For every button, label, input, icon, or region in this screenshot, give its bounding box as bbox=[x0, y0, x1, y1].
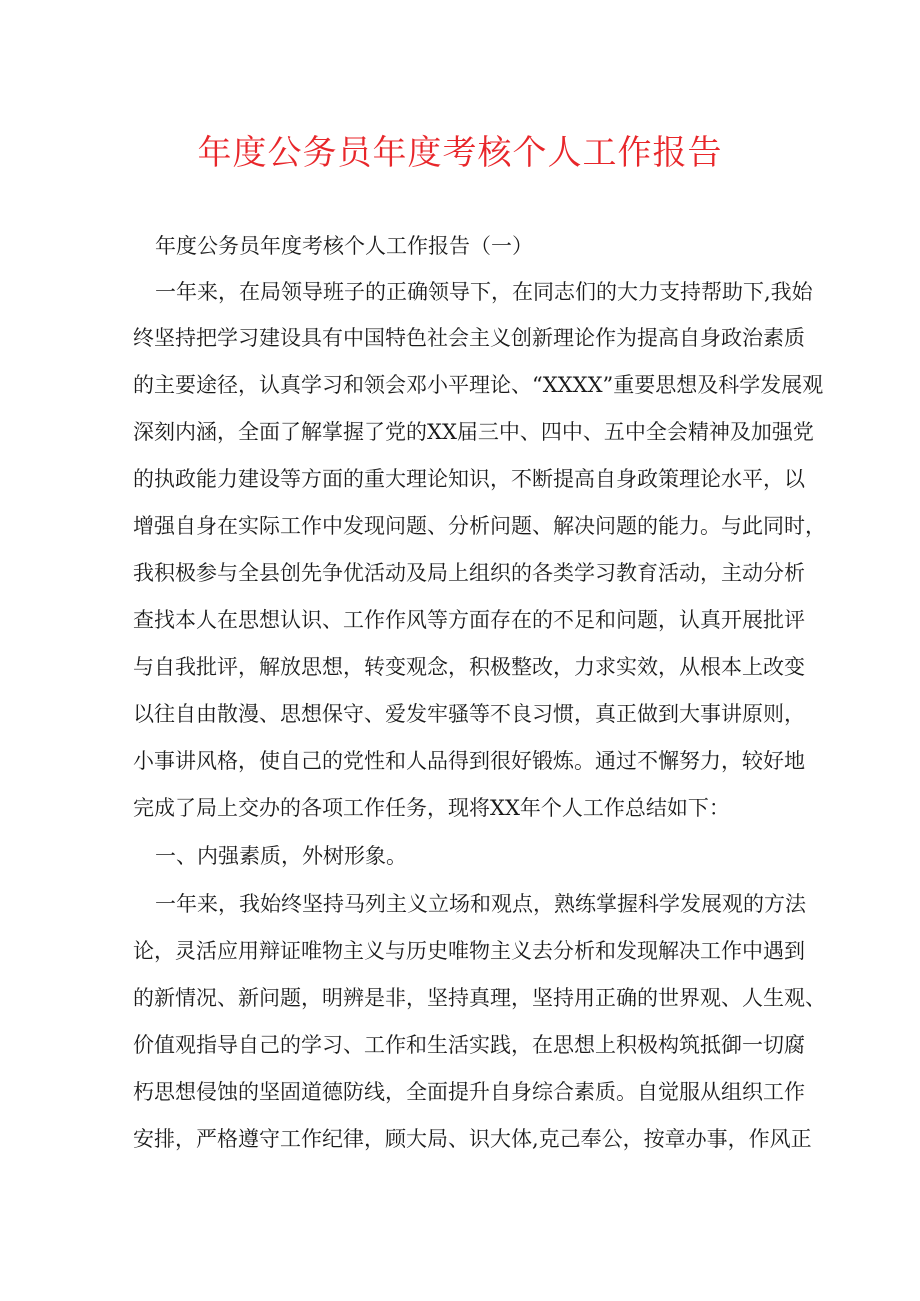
paragraph-line: 安排，严格遵守工作纪律，顾大局、识大体,克己奉公，按章办事，作风正 bbox=[133, 1127, 812, 1151]
paragraph-line: 价值观指导自己的学习、工作和生活实践，在思想上积极构筑抵御一切腐 bbox=[133, 1033, 805, 1057]
paragraph-line: 深刻内涵，全面了解掌握了党的XX届三中、四中、五中全会精神及加强党 bbox=[133, 420, 814, 444]
paragraph-line: 以往自由散漫、思想保守、爱发牢骚等不良习惯，真正做到大事讲原则， bbox=[133, 702, 805, 726]
paragraph-line: 的新情况、新问题，明辨是非，坚持真理，坚持用正确的世界观、人生观、 bbox=[133, 986, 826, 1010]
paragraph-line: 一年来，我始终坚持马列主义立场和观点，熟练掌握科学发展观的方法 bbox=[155, 892, 806, 916]
section-heading-1: 年度公务员年度考核个人工作报告（一） bbox=[155, 234, 533, 258]
paragraph-line: 的执政能力建设等方面的重大理论知识，不断提高自身政策理论水平，以 bbox=[133, 467, 805, 491]
paragraph-line: 小事讲风格，使自己的党性和人品得到很好锻炼。通过不懈努力，较好地 bbox=[133, 749, 805, 773]
paragraph-line: 增强自身在实际工作中发现问题、分析问题、解决问题的能力。与此同时， bbox=[133, 514, 826, 538]
paragraph-line: 一年来，在局领导班子的正确领导下，在同志们的大力支持帮助下,我始 bbox=[155, 280, 813, 304]
paragraph-line: 终坚持把学习建设具有中国特色社会主义创新理论作为提高自身政治素质 bbox=[133, 326, 805, 350]
paragraph-line: 与自我批评，解放思想，转变观念，积极整改，力求实效，从根本上改变 bbox=[133, 655, 805, 679]
paragraph-line: 的主要途径，认真学习和领会邓小平理论、“XXXX”重要思想及科学发展观 bbox=[133, 373, 824, 397]
paragraph-line: 完成了局上交办的各项工作任务，现将XX年个人工作总结如下： bbox=[133, 796, 730, 820]
paragraph-line: 朽思想侵蚀的坚固道德防线，全面提升自身综合素质。自觉服从组织工作 bbox=[133, 1080, 805, 1104]
paragraph-line: 查找本人在思想认识、工作作风等方面存在的不足和问题，认真开展批评 bbox=[133, 608, 805, 632]
paragraph-line: 论，灵活应用辩证唯物主义与历史唯物主义去分析和发现解决工作中遇到 bbox=[133, 939, 805, 963]
document-title: 年度公务员年度考核个人工作报告 bbox=[197, 133, 723, 173]
section-heading-2: 一、内强素质，外树形象。 bbox=[155, 844, 407, 868]
paragraph-line: 我积极参与全县创先争优活动及局上组织的各类学习教育活动，主动分析 bbox=[133, 561, 805, 585]
